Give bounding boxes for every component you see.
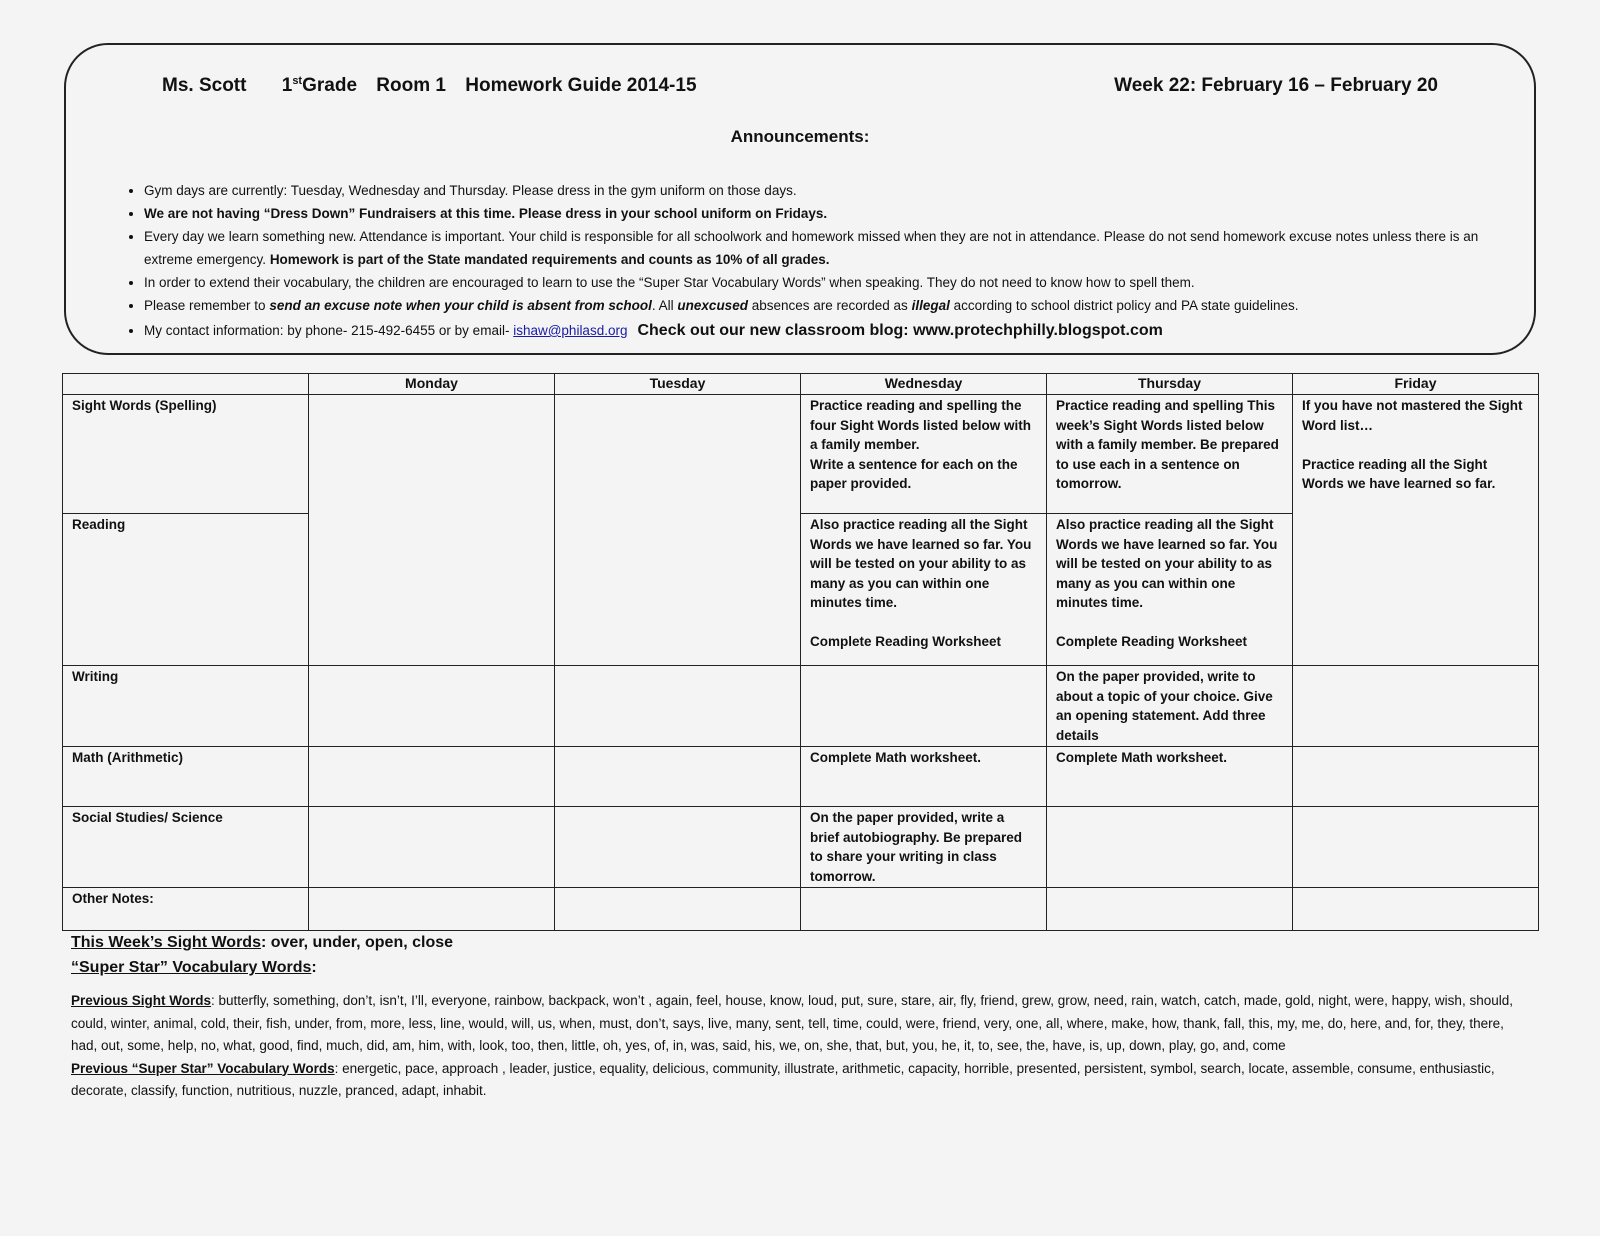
subject-social-science: Social Studies/ Science [63, 807, 309, 888]
excuse-text-1: Please remember to [144, 298, 270, 313]
guide-title: Homework Guide 2014-15 [465, 75, 697, 97]
table-row [63, 666, 1539, 747]
grade-suffix: st [292, 75, 303, 87]
announcement-dress-down-text: We are not having “Dress Down” Fundraisers at this time. Please dress in your school uniform on Fridays. [144, 206, 828, 221]
table-row [63, 747, 1539, 807]
day-header-tuesday: Tuesday [555, 374, 801, 395]
announcement-vocabulary: • In order to extend their vocabulary, the children are encouraged to learn to use the “Super Star Vocabulary Words” when speaking. They do not need to know how to spell them. [144, 271, 1524, 294]
wednesday-other [801, 888, 1047, 931]
friday-math [1293, 747, 1539, 807]
wednesday-social: On the paper provided, write a brief autobiography. Be prepared to share your writing in class tomorrow. [801, 807, 1047, 888]
super-star-colon: : [311, 959, 317, 976]
this-week-sight-words [71, 930, 1531, 955]
super-star-label: “Super Star” Vocabulary Words [71, 959, 312, 976]
tuesday-sight-reading [555, 395, 801, 666]
excuse-emphasis-2: unexcused [677, 298, 748, 313]
announcement-attendance [144, 225, 1524, 271]
thursday-social [1047, 807, 1293, 888]
email-link[interactable]: ishaw@philasd.org [513, 323, 628, 338]
table-row [63, 807, 1539, 888]
day-header-wednesday: Wednesday [801, 374, 1047, 395]
attendance-text: Every day we learn something new. Attendance is important. Your child is responsible for all schoolwork and homework missed when they are not in attendance. Please do not send homework excuse notes unless there is an extreme emergency. [144, 229, 1479, 267]
table-row [63, 395, 1539, 514]
announcement-dress-down [144, 202, 1524, 225]
grade-word: Grade [302, 75, 358, 97]
tuesday-writing [555, 666, 801, 747]
grade-number: 1 [281, 75, 293, 97]
excuse-emphasis-1: send an excuse note when your child is absent from school [269, 298, 652, 313]
excuse-text-2: . All [651, 298, 678, 313]
previous-vocab-list: : energetic, pace, approach , leader, justice, equality, delicious, community, illustrate, arithmetic, capacity, horrible, presented, persistent, symbol, search, locate, assemble, consume, enthusiastic, decorate, classify, function, nutritious, nuzzle, pranced, adapt, inhabit. [71, 1060, 1495, 1098]
week-range: Week 22: February 16 – February 20 [1114, 75, 1438, 96]
monday-other [309, 888, 555, 931]
wednesday-writing [801, 666, 1047, 747]
announcement-gym: • Gym days are currently: Tuesday, Wednesday and Thursday. Please dress in the gym uniform on those days. [144, 179, 1524, 202]
day-header-friday: Friday [1293, 374, 1539, 395]
thursday-writing: On the paper provided, write to about a topic of your choice. Give an opening statement. Add three details [1047, 666, 1293, 747]
announcement-contact [144, 319, 1524, 342]
monday-social [309, 807, 555, 888]
contact-text: My contact information: by phone- 215-492-6455 or by email- [144, 323, 514, 338]
header-box [64, 43, 1536, 355]
wednesday-sight: Practice reading and spelling the four Sight Words listed below with a family member. Write a sentence for each on the paper provided. [801, 395, 1047, 514]
excuse-text-3: absences are recorded as [747, 298, 912, 313]
monday-writing [309, 666, 555, 747]
friday-writing [1293, 666, 1539, 747]
previous-sight-list: : butterfly, something, don’t, isn’t, I’ll, everyone, rainbow, backpack, won’t , again, feel, house, know, loud, put, sure, stare, air, fly, friend, grew, grow, need, rain, watch, catch, made, gold, night, were, happy, wish, should, could, winter, animal, cold, their, fish, under, from, more, less, line, would, will, us, when, must, don’t, says, live, many, sent, tell, time, could, were, friend, very, one, all, where, make, how, thank, fall, this, my, me, do, here, and, for, they, there, had, out, some, help, no, what, good, find, much, did, am, him, with, look, too, then, little, oh, yes, of, in, was, said, his, we, on, she, that, but, you, he, it, to, see, the, have, is, up, down, play, go, and, come [71, 993, 1513, 1053]
previous-vocab-label: Previous “Super Star” Vocabulary Words [71, 1060, 335, 1076]
announcements-list [110, 179, 1524, 342]
super-star-vocabulary [71, 955, 1531, 980]
thursday-other [1047, 888, 1293, 931]
thursday-reading: Also practice reading all the Sight Words we have learned so far. You will be tested on your ability to as many as you can within one minutes time. Complete Reading Worksheet [1047, 514, 1293, 666]
tuesday-social [555, 807, 801, 888]
excuse-text-4: according to school district policy and PA state guidelines. [949, 298, 1299, 313]
day-header-monday: Monday [309, 374, 555, 395]
monday-math [309, 747, 555, 807]
subject-reading: Reading [63, 514, 309, 666]
monday-sight-reading [309, 395, 555, 666]
word-lists [71, 930, 1531, 1103]
day-header-thursday: Thursday [1047, 374, 1293, 395]
subject-sight-words: Sight Words (Spelling) [63, 395, 309, 514]
corner-cell [63, 374, 309, 395]
previous-sight-label: Previous Sight Words [71, 993, 212, 1008]
subject-writing: Writing [63, 666, 309, 747]
teacher-name: Ms. Scott [162, 75, 247, 97]
friday-sight-reading: If you have not mastered the Sight Word list… Practice reading all the Sight Words we have learned so far. [1293, 395, 1539, 666]
table-row [63, 888, 1539, 931]
tuesday-math [555, 747, 801, 807]
this-week-sight-list: : over, under, open, close [260, 934, 454, 951]
previous-vocabulary-words [71, 1058, 1531, 1103]
previous-sight-words [71, 990, 1531, 1058]
thursday-math: Complete Math worksheet. [1047, 747, 1293, 807]
this-week-sight-label: This Week’s Sight Words [71, 934, 261, 951]
announcements-title: Announcements: [730, 127, 870, 146]
subject-math: Math (Arithmetic) [63, 747, 309, 807]
table-header-row [63, 374, 1539, 395]
attendance-bold-text: Homework is part of the State mandated requirements and counts as 10% of all grades. [269, 252, 830, 267]
subject-other-notes: Other Notes: [63, 888, 309, 931]
room: Room 1 [376, 75, 446, 97]
announcement-excuse-note [144, 294, 1524, 317]
header-left [162, 75, 697, 97]
excuse-emphasis-3: illegal [911, 298, 950, 313]
blog-text: Check out our new classroom blog: www.protechphilly.blogspot.com [637, 322, 1163, 339]
friday-social [1293, 807, 1539, 888]
friday-other [1293, 888, 1539, 931]
thursday-sight: Practice reading and spelling This week’s Sight Words listed below with a family member. Be prepared to use each in a sentence on tomorrow. [1047, 395, 1293, 514]
grade [282, 75, 357, 97]
tuesday-other [555, 888, 801, 931]
wednesday-reading: Also practice reading all the Sight Words we have learned so far. You will be tested on your ability to as many as you can within one minutes time. Complete Reading Worksheet [801, 514, 1047, 666]
wednesday-math: Complete Math worksheet. [801, 747, 1047, 807]
homework-table [62, 373, 1539, 931]
